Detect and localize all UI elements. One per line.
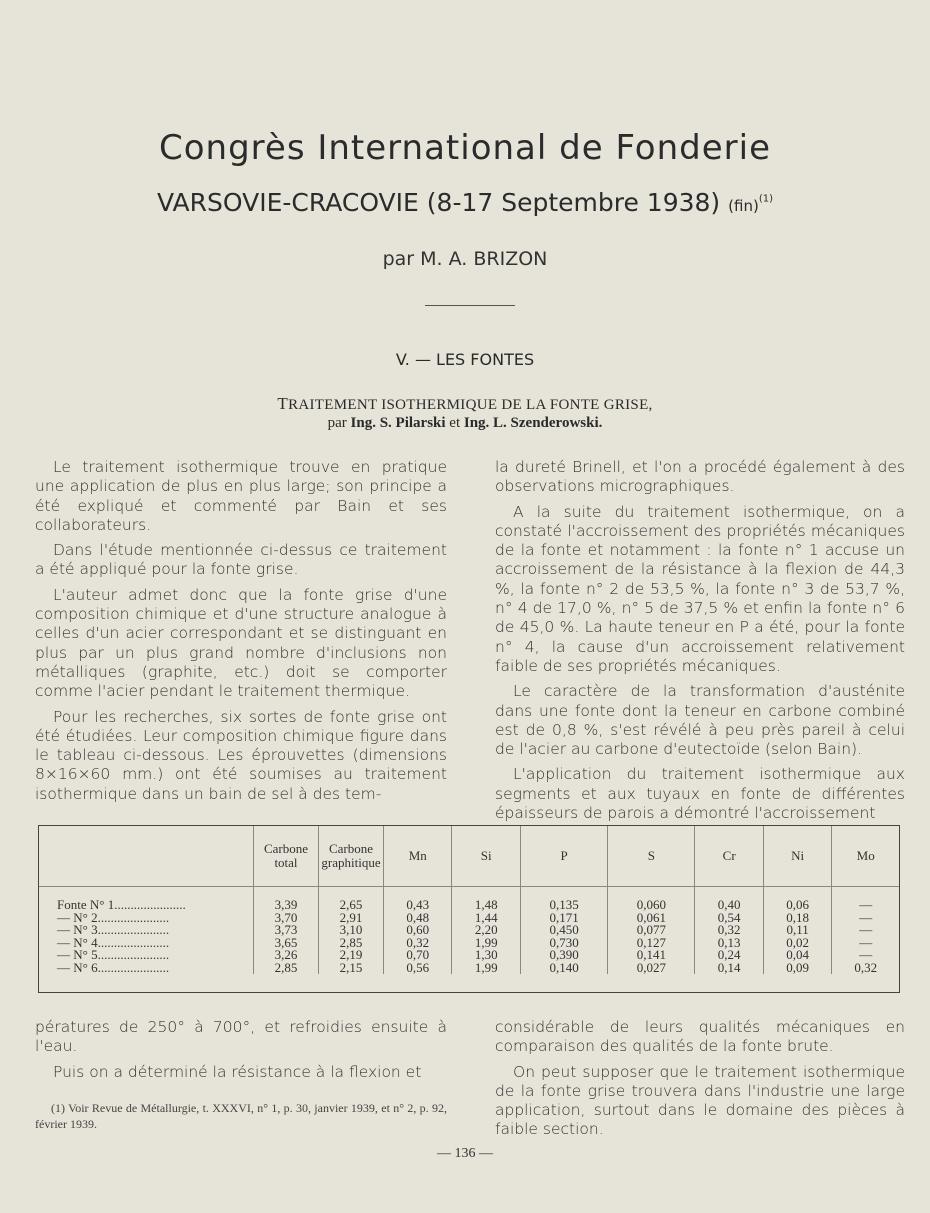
table-cell: — [832,949,899,962]
table-cell: 2,20 [452,924,520,937]
left-column-bottom [35,1018,447,1082]
paragraph: Le caractère de la transformation d'austénite dans une fonte dont la teneur en carbone combiné est de 0,8 %, s'est révélé à peu près pareil à celui de l'acier au carbone d'eutectoïde (selon Bain). [495,682,905,759]
table-cell: 2,19 [319,949,384,962]
table-cell: 0,027 [608,962,695,975]
table-header: Si [452,826,520,887]
table-cell: 0,32 [695,924,763,937]
table-cell: 2,15 [319,962,384,975]
table-cell: 3,10 [319,924,384,937]
table-header: Ni [763,826,831,887]
section-authors [0,415,930,432]
table-cell: 0,43 [384,887,452,912]
paragraph: Le traitement isothermique trouve en pratique une application de plus en plus large; son principe a été expliqué et commenté par Bain et ses collaborateurs. [35,458,447,534]
page-number: — 136 — [437,1146,493,1161]
paragraph: Puis on a déterminé la résistance à la flexion et [53,1062,422,1081]
author-one: Ing. S. Pilarski [350,415,446,431]
table-header-row [39,826,899,887]
table-header: P [520,826,607,887]
table-row [39,962,899,975]
by-prefix: par [327,415,347,431]
table-cell: 0,13 [695,937,763,950]
table-cell: 0,32 [384,937,452,950]
table-cell: 3,65 [254,937,319,950]
table-cell: — [832,887,899,912]
paragraph: L'application du traitement isothermique aux segments et aux tuyaux en fonte de différentes épaisseurs de parois a démontré l'accroissement [495,765,905,823]
table-cell: 0,061 [608,912,695,925]
table-cell: 0,140 [520,962,607,975]
table-cell: 0,09 [763,962,831,975]
table-cell: 0,24 [695,949,763,962]
table-cell: 0,141 [608,949,695,962]
table-header: Carbone graphitique [319,826,384,887]
table-cell: 0,127 [608,937,695,950]
subheading-capital: T [277,394,289,413]
table-cell: 1,99 [452,937,520,950]
row-label: — N° 6...................... [57,959,170,975]
table-cell: 0,54 [695,912,763,925]
table-cell: 0,135 [520,887,607,912]
row-label: Fonte N° 1...................... [57,897,186,912]
table-cell: 3,70 [254,912,319,925]
author-line: par M. A. BRIZON [382,248,548,270]
table-cell: 3,26 [254,949,319,962]
table-cell: 0,56 [384,962,452,975]
row-label: — N° 4...................... [57,934,170,950]
table-header: S [608,826,695,887]
right-column-top [495,458,905,823]
section-subheading [0,394,930,414]
paragraph: Dans l'étude mentionnée ci-dessus ce traitement a été appliqué pour la fonte grise. [35,541,447,579]
table-cell: 0,14 [695,962,763,975]
table-cell: 0,077 [608,924,695,937]
row-label: — N° 2...................... [57,909,170,925]
table-cell: 2,91 [319,912,384,925]
table-cell: 2,85 [319,937,384,950]
table-row [39,887,899,912]
table-cell: 1,44 [452,912,520,925]
composition-table [38,825,900,993]
table-cell: 0,32 [832,962,899,975]
right-column-bottom [495,1018,905,1140]
separator-rule [425,305,515,306]
table-cell: 0,40 [695,887,763,912]
paragraph: considérable de leurs qualités mécaniques en comparaison des qualités de la fonte brute. [495,1018,905,1056]
table-cell: 0,60 [384,924,452,937]
paragraph: On peut supposer que le traitement isothermique de la fonte grise trouvera dans l'industrie une large application, surtout dans le domaine des pièces à faible section. [495,1062,905,1139]
table-cell: 0,450 [520,924,607,937]
table-cell: 0,390 [520,949,607,962]
subheading-rest: RAITEMENT ISOTHERMIQUE DE LA FONTE GRISE, [288,397,653,413]
table-header: Carbone total [254,826,319,887]
table-header: Cr [695,826,763,887]
table-header [39,826,254,887]
page-title: Congrès International de Fonderie [159,128,771,168]
table-cell: 0,171 [520,912,607,925]
table-cell: 2,65 [319,887,384,912]
paragraph: pératures de 250° à 700°, et refroidies ensuite à l'eau. [35,1018,447,1056]
table-cell: 3,39 [254,887,319,912]
subtitle-fin: (fin) [728,197,759,215]
subtitle-footnote-ref: (1) [758,193,773,205]
table-cell: 0,18 [763,912,831,925]
table-cell: 0,70 [384,949,452,962]
table-cell: 1,48 [452,887,520,912]
table-cell: — [832,937,899,950]
table-cell: 0,04 [763,949,831,962]
table-cell: 2,85 [254,962,319,975]
table-cell: 1,99 [452,962,520,975]
table-cell: 1,30 [452,949,520,962]
table-header: Mn [384,826,452,887]
table-cell: — [832,924,899,937]
and-word: et [449,415,461,431]
table-body [39,887,899,975]
row-label: — N° 3...................... [57,922,170,937]
paragraph: L'auteur admet donc que la fonte grise d'une composition chimique et d'une structure analogue à celles d'un acier correspondant et se distinguant en plus par un plus grand nombre d'inclusions non métalliques (graphite, etc.) doit se comporter comme l'acier pendant le traitement thermique. [35,585,447,701]
left-column-top [35,458,447,804]
table-cell: 0,11 [763,924,831,937]
table-cell: 0,730 [520,937,607,950]
paragraph: Pour les recherches, six sortes de fonte grise ont été étudiées. Leur composition chimique figure dans le tableau ci-dessous. Les éprouvettes (dimensions 8×16×60 mm.) ont été soumises au traitement isothermique dans un bain de sel à des tem- [35,707,447,803]
table-cell: 0,06 [763,887,831,912]
page-subtitle [0,188,930,217]
table-cell: 3,73 [254,924,319,937]
paragraph: A la suite du traitement isothermique, on a constaté l'accroissement des propriétés mécaniques de la fonte et notamment : la fonte n° 1 accuse un accroissement de la résistance à la flexion de 44,3 %, la fonte n° 2 de 53,5 %, la fonte n° 3 de 53,7 %, n° 4 de 17,0 %, n° 5 de 37,5 % et enfin la fonte n° 6 de 45,0 %. La haute teneur en P a été, pour la fonte n° 4, la cause d'un accroissement relativement faible de ses propriétés mécaniques. [495,502,905,675]
author-two: Ing. L. Szenderowski. [463,415,603,431]
section-heading: V. — LES FONTES [395,350,535,369]
row-label: — N° 5...................... [57,947,170,962]
subtitle-text: VARSOVIE-CRACOVIE (8-17 Septembre 1938) [157,188,721,217]
table-cell: 0,02 [763,937,831,950]
paragraph: la dureté Brinell, et l'on a procédé également à des observations micrographiques. [495,458,905,496]
table-cell: 0,060 [608,887,695,912]
table-header: Mo [832,826,899,887]
footnote [35,1100,447,1132]
table-cell: — [832,912,899,925]
footnote-text: (1) Voir Revue de Métallurgie, t. XXXVI, n° 1, p. 30, janvier 1939, et n° 2, p. 92, février 1939. [35,1101,447,1131]
table-cell: 0,48 [384,912,452,925]
table [39,826,899,974]
